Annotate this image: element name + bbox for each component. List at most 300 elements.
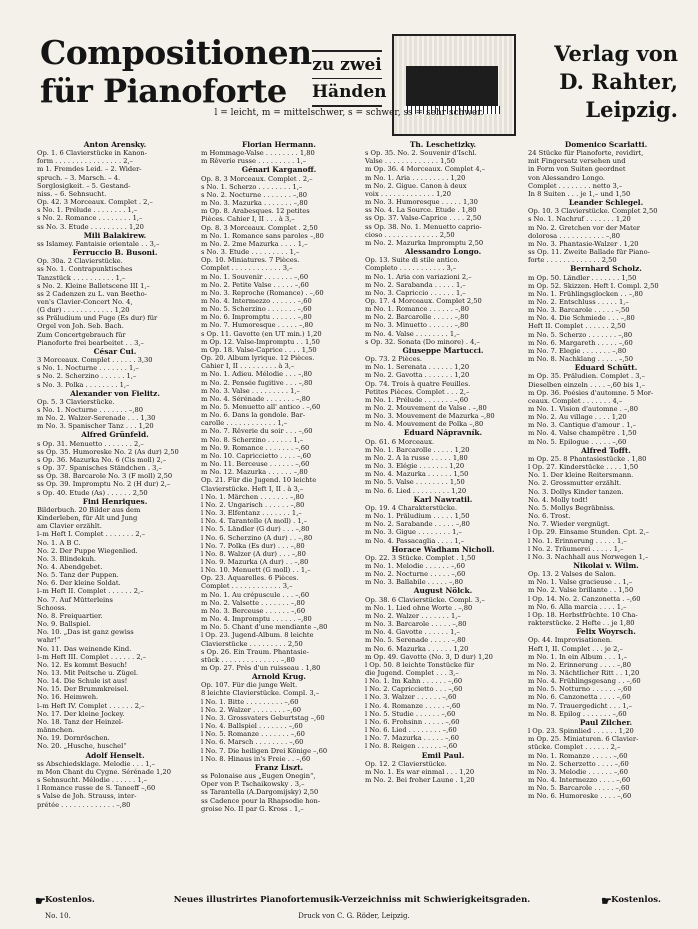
hands-line-1: zu zwei [312, 52, 382, 79]
composer-heading: Eduard Schütt. [574, 364, 638, 373]
catalog-entry: m No. 2. Barcarolle . . . . . –,80 [365, 313, 469, 322]
catalog-entry: l No. 8. Reigen . . . . . . –,60 [365, 742, 458, 751]
catalog-entry: m No. 1. Romance . . . . . . –,80 [365, 305, 469, 314]
hands-line-2: Händen [312, 82, 387, 102]
catalog-entry: l No. 6. Scherzino (A dur) . . –,80 [201, 533, 313, 542]
catalog-entry: No. 6. Der kleine Soldat. [37, 579, 121, 588]
catalog-entry: m No. 3. Barcarole . . . . . –,80 [365, 620, 467, 629]
catalog-entry: No. 5. Mollys Begräbniss. [528, 503, 616, 512]
catalog-entry: carolle . . . . . . . . . . . . 1,– [201, 419, 288, 428]
catalog-entry: 8 leichte Clavierstücke. Compl. 3,– [201, 689, 320, 698]
catalog-entry: m No. 4. Die Schmiede . . . –,80 [528, 314, 635, 323]
catalog-entry: m Op. 35. Präludien. Complet . 3,– [528, 372, 645, 381]
composer-heading: Arnold Krug. [252, 673, 306, 682]
catalog-entry: s Op. 35. No. 2. Souvenir d'Ischl. [365, 149, 477, 158]
printer-note: Druck von C. G. Röder, Leipzig. [298, 912, 410, 920]
catalog-entry: l Op. 23. Spinnlied . . . . . . 1,20 [528, 727, 634, 736]
catalog-entry: m Op. 25. 8 Phantasiestücke . 1,80 [528, 454, 647, 463]
catalog-entry: mit Fingersatz versehen und [528, 157, 626, 166]
catalog-entry: m No. 1. Es war einmal . . . 1,20 [365, 767, 475, 776]
catalog-entry: m No. 5. Notturno . . . . . . –,60 [528, 685, 632, 694]
composer-heading: Alessandro Longo. [404, 248, 482, 257]
catalog-entry: m No. 2. Pensée fugitive . . . –,80 [201, 378, 313, 387]
composer-heading: Giuseppe Martucci. [402, 346, 484, 355]
catalog-entry: ss Op. 38. Barcarole No. 3 (F moll) 2,50 [37, 472, 173, 481]
catalog-entry: m No. 1. Präludium . . . . . 1,50 [365, 512, 470, 521]
catalog-entry: m Op. 50. Ländler . . . . . . . 1,50 [528, 273, 637, 282]
catalog-entry: Op. 74. Trois à quatre Feuilles. [365, 379, 471, 388]
publisher-line-3: Leipzig. [585, 97, 678, 122]
catalog-entry: l No. 5. Studie . . . . . . –,60 [365, 709, 456, 718]
catalog-entry: m No. 2. Petite Valse . . . . . –,60 [201, 280, 309, 289]
catalog-entry: No. 4. Molly todt! [528, 495, 588, 504]
catalog-entry: Op. 44. Improvisationen. [528, 636, 613, 645]
catalog-entry: ss Op. 39. Impromptu No. 2 (H dur) 2,– [37, 480, 171, 489]
catalog-entry: No. 3. Blindekuh. [37, 554, 97, 563]
composer-heading: Adolf Henselt. [85, 751, 145, 760]
catalog-entry: m No. 2. Au village . . . . 1,20 [528, 413, 627, 422]
catalog-entry: m No. 8. Epilog . . . . . . . –,60 [528, 709, 627, 718]
header [40, 34, 680, 134]
catalog-entry: m No. 5. Serenade . . . . . –,80 [365, 636, 466, 645]
catalog-entry: m No. 3. Humoresque . . . . . 1,30 [365, 198, 478, 207]
catalog-entry: m No. 1. Aria . . . . . . . . . 1,20 [365, 173, 466, 182]
catalog-entry: s Op. 26. Ein Traum. Phantasie- [201, 647, 309, 656]
catalog-entry: m No. 1. Serenata . . . . . . 1,20 [365, 363, 470, 372]
catalog-entry: No. 2. Grossmutter erzählt. [528, 479, 622, 488]
catalog-entry: m Op. 25. Miniaturen. 6 Clavier- [528, 735, 639, 744]
catalog-entry: ceaux. Complet . . . . . . . 4,– [528, 396, 623, 405]
catalog-entry: prétée . . . . . . . . . . . . . –,80 [37, 800, 131, 809]
catalog-entry: Tanzstück . . . . . . . . . . 1,– [37, 273, 126, 282]
catalog-entry: m No. 1. Souvenir . . . . . . . –,60 [201, 272, 309, 281]
catalog-entry: No. 10. „Das ist ganz gewiss [37, 628, 134, 637]
catalog-entry: Zum Concertgebrauch für [37, 330, 126, 339]
catalog-entry: Op. 30a. 2 Clavierstücke. [37, 257, 123, 266]
catalog-entry: l No. 5. Romanze . . . . . . . –,60 [201, 730, 305, 739]
catalog-entry: Dieselben einzeln . . . . –,60 bis 1,– [528, 380, 645, 389]
catalog-entry: l No. 2. Walzer . . . . . . . . –,60 [201, 705, 301, 714]
catalog-entry: In 8 Suiten . . . je 1,– und 1,50 [528, 189, 631, 198]
catalog-entry: m 1. Fremdes Leid. – 2. Wider- [37, 165, 142, 174]
catalog-entry: m No. 2. Erinnerung . . . . –,80 [528, 660, 631, 669]
catalog-entry: m No. 6. Humoreske . . . . –,60 [528, 792, 632, 801]
catalog-entry: Op. 13. 2 Valses de Salon. [528, 570, 616, 579]
composer-heading: Alfred Tofft. [581, 446, 631, 455]
catalog-entry: ss Tarantella (A.Dargomijsky) 2,50 [201, 788, 319, 797]
catalog-entry: No. 6. Trost. [528, 512, 571, 521]
composer-heading: Alexander von Fielitz. [70, 389, 160, 398]
catalog-entry: l Op. 23. Jugend-Album. 8 leichte [201, 631, 314, 640]
catalog-entry: m No. 2. Sarabande . . . . . –,80 [365, 520, 470, 529]
catalog-entry: l No. 7. Die heiligen Drei Könige –,60 [201, 746, 328, 755]
composer-heading: Fini Henriques. [82, 497, 148, 506]
catalog-entry: l–m Heft IV. Complet . . . . . . 2,– [37, 701, 145, 710]
catalog-entry: m No. 3. Gigue . . . . . . . . 1,– [365, 528, 462, 537]
catalog-entry: m No. 1. In ein Album . . . 1,– [528, 652, 628, 661]
catalog-entry: s Op. 37. Spanisches Ständchen . 3,– [37, 464, 162, 473]
catalog-entry: ss Cadence pour la Rhapsodie hon- [201, 796, 321, 805]
catalog-entry: m No. 9. Romance . . . . . . . –,60 [201, 443, 310, 452]
catalog-entry: ss Polonaise aus „Eugen Onegin“, [201, 772, 316, 781]
catalog-entry: m No. 1. Au crépuscule . . . –,60 [201, 590, 310, 599]
catalog-entry: s No. 1. Nocturne . . . . . . . 1,– [37, 364, 139, 373]
catalog-entry: Op. 22. 3 Stücke. Complet . 1,50 [365, 553, 476, 562]
catalog-entry: groise No. II par G. Kross . 1,– [201, 804, 304, 813]
catalog-entry: No. 9. Ballspiel. [37, 620, 91, 629]
catalog-entry: s No. 1. Nocturne . . . . . . . –,80 [37, 406, 144, 414]
catalog-entry: m No. 11. Berceuse . . . . . . –,60 [201, 460, 310, 469]
catalog-entry: m No. 5. Barcarole . . . . . –,60 [528, 784, 630, 793]
catalog-entry: l No. 3. Nachhall aus Norwegen 1,– [528, 552, 649, 561]
catalog-entry: Complet . . . . . . . . . . . . 3,– [201, 264, 293, 273]
catalog-entry: Op. 73. 2 Pièces. [365, 355, 423, 364]
catalog-entry: m No. 1. Barcarolle . . . . . 1,20 [365, 445, 470, 454]
catalog-entry: l No. 1. Bitte . . . . . . . . . –,60 [201, 697, 299, 706]
catalog-entry: m No. 6. Impromptu . . . . . . –,80 [201, 313, 312, 322]
catalog-entry: m No. 3. Mazurka . . . . . . . –,80 [201, 199, 308, 208]
catalog-entry: m No. 1. Valse gracieuse . . 1,– [528, 578, 633, 587]
composer-heading: Domenico Scarlatti. [564, 141, 648, 149]
catalog-entry: m No. 2. 2me Mazurka . . . . 1,– [201, 239, 308, 248]
catalog-entry: m No. 6. Canzonetta . . . . –,60 [528, 693, 631, 702]
catalog-entry: m No. 4. Gavotte . . . . . . 1,– [365, 628, 460, 637]
footer-right-label: Kostenlos. [611, 895, 661, 905]
catalog-entry: s Op. 36. Mazurka No. 6 (Cis moll) 2,– [37, 455, 167, 464]
catalog-entry: s Op. 40. Etude (As) . . . . . . 2,50 [37, 488, 148, 497]
composer-heading: Leander Schlegel. [568, 199, 644, 208]
catalog-entry: m No. 1. Adieu. Mélodie . . . –,80 [201, 370, 312, 379]
composer-heading: Felix Woyrsch. [576, 628, 636, 637]
catalog-entry: ss Op. 11. Zweite Ballade für Piano- [528, 248, 650, 257]
catalog-entry: Op. 19. 4 Charakterstücke. [365, 503, 457, 512]
catalog-entry: Op. 12. 2 Clavierstücke. [365, 759, 447, 768]
catalog-entry: m No. 4. Sérénade . . . . . . . –,80 [201, 394, 311, 403]
catalog-entry: Pièces. Cahier I, II . . . à 3,– [201, 215, 295, 224]
composer-heading: Génari Karganoff. [241, 166, 317, 175]
catalog-entry: s No. 2. Scherzino . . . . . . 1,– [37, 372, 137, 381]
catalog-entry: Op. 107. Für die junge Welt. [201, 681, 298, 690]
catalog-entry: m No. 3. Nächtlicher Ritt . . 1,20 [528, 669, 640, 677]
catalog-entry: 24 Stücke für Pianoforte, revidirt, [528, 149, 644, 158]
footer-left-label: Kostenlos. [45, 895, 95, 905]
hands-label [312, 50, 387, 107]
catalog-entry: l No. 7. Mazurka . . . . . –,60 [365, 734, 460, 743]
catalog-entry: m No. 1. Lied ohne Worte . –,80 [365, 603, 473, 612]
catalog-entry: wahr!“ [37, 636, 61, 645]
catalog-entry: m No. 4. Valse . . . . . . . . 1,– [365, 329, 460, 338]
catalog-entry: m No. 4. Intermezzo . . . . –,60 [528, 776, 631, 785]
catalog-entry: No. 3. Dollys Kinder tanzen. [528, 487, 624, 496]
catalog-entry: rakterstücke. 2 Hefte . . je 1,80 [528, 619, 635, 628]
catalog-entry: m No. 3. Cantique d'amour . 1,– [528, 421, 636, 430]
catalog-entry: m No. 3. Barcarole . . . . . –,50 [528, 306, 630, 315]
catalog-entry: s No. 3. Polka . . . . . . . . 1,– [37, 380, 130, 389]
catalog-entry: m No. 6. Lied . . . . . . . . . 1,20 [365, 486, 467, 495]
catalog-entry: l No. 5. Ländler (G dur) . . . –,80 [201, 525, 310, 534]
catalog-entry: m No. 2. Walzer-Serenade . . . 1,30 [37, 414, 156, 423]
catalog-entry: s No. 1. Prélude . . . . . . . . 1,– [37, 206, 138, 215]
catalog-entry: Op. 23. Aquarelles. 6 Pièces. [201, 574, 299, 583]
catalog-entry: forte . . . . . . . . . . . . . 2,50 [528, 256, 617, 265]
catalog-entry: voix . . . . . . . . . . . . . 1,20 [365, 189, 452, 198]
catalog-entry: m No. 3. Mouvement de Mazurka –,80 [365, 412, 495, 421]
catalog-entry: Op. 8. 3 Morceaux. Complet . 2,50 [201, 223, 318, 232]
catalog-entry: von Alessandro Longo. [528, 173, 606, 182]
catalog-entry: l Op. 18. Herbstfrüchte. 10 Cha- [528, 610, 638, 619]
catalog-entry: m No. 2. A la russe . . . . . 1,80 [365, 453, 468, 462]
catalog-entry: No. 17. Der kleine Jockey. [37, 709, 125, 718]
catalog-entry: No. 11. Das weinende Kind. [37, 644, 132, 653]
catalog-entry: l No. 4. Tarantelle (A moll) . 1,– [201, 517, 308, 526]
catalog-entry: Op. 61. 6 Morceaux. [365, 437, 435, 446]
catalog-entry: dolorosa . . . . . . . . . . . –,80 [528, 231, 620, 240]
catalog-entry: l No. 1. Erinnerung . . . . . 1,– [528, 536, 627, 545]
catalog-entry: ss Op. 37. Valse-Caprice . . . . 2,50 [365, 214, 482, 223]
catalog-entry: s No. 1. Scherzo . . . . . . . . 1,– [201, 182, 303, 191]
catalog-entry: m No. 5. Valse . . . . . . . . 1,50 [365, 478, 465, 487]
catalog-entry: Complet . . . . . . . . netto 3,– [528, 181, 623, 190]
catalog-entry: l No. 6. Frohsinn . . . . . –,60 [365, 717, 460, 726]
catalog-entry: ss 2 Cadenzen zu L. van Beetho- [37, 289, 147, 298]
catalog-entry: No. 1. A B C. [37, 538, 81, 547]
catalog-entry: m No. 1. Frühlingsglocken . . –,80 [528, 289, 643, 298]
catalog-entry: l No. 1. Märchen . . . . . . . –,80 [201, 492, 304, 501]
catalog-entry: l No. 4. Ballspiel . . . . . . . –,60 [201, 722, 303, 731]
catalog-entry: m No. 3. Minuetto . . . . . . –,80 [365, 321, 469, 330]
catalog-entry: No. 2. Der Puppe Wiegenlied. [37, 546, 138, 555]
catalog-entry: s No. 3. Etude . . . . . . . . . 1,– [201, 248, 300, 257]
catalog-entry: Op. 20. Album lyrique. 12 Pièces. [201, 354, 315, 363]
catalog-entry: l Op. 29. Einsame Stunden. Cpt. 2,– [528, 528, 649, 537]
composer-heading: César Cui. [93, 347, 137, 356]
pointing-hand-icon: ☛ [601, 894, 612, 908]
composer-heading: Bernhard Scholz. [570, 265, 642, 274]
catalog-entry: Clavierstücke. Heft I, II . à 3,– [201, 484, 304, 493]
catalog-entry: l No. 3. Elfentanz . . . . . . . 1,– [201, 509, 302, 518]
catalog-entry: s No. 2. Romance . . . . . . . . 1,– [37, 214, 143, 223]
catalog-entry: m Op. 36. Poésies d'automne. 5 Mor- [528, 388, 654, 397]
catalog-entry: m No. 1. Vision d'automne . –,80 [528, 405, 638, 413]
catalog-entry: m No. 2. Sarabanda . . . . . 1,– [365, 280, 466, 289]
catalog-entry: No. 1. Der kleine Reitersmann. [528, 471, 634, 480]
catalog-entry: m Op. 52. Skizzen. Heft I. Compl. 2,50 [528, 281, 659, 290]
catalog-entry: m No. 2. Gavotta . . . . . . . 1,20 [365, 371, 470, 380]
catalog-entry: m No. 4. Intermezzo . . . . . . –,60 [201, 296, 312, 305]
publisher-line-2: D. Rahter, [559, 69, 678, 94]
catalog-entry: m No. 2. Entschluss . . . . . 1,– [528, 297, 629, 306]
catalog-entry: die Jugend. Complet . . . 3,– [365, 669, 459, 677]
catalog-entry: m No. 2. Scherzetto . . . . –,60 [528, 759, 629, 768]
composer-heading: August Nölck. [413, 587, 473, 596]
catalog-entry: Op. 10. 3 Clavierstücke. Complet 2,50 [528, 207, 658, 216]
catalog-entry: l Op. 50. 8 leichte Tonstücke für [365, 660, 475, 669]
catalog-entry: m Mon Chant du Cygne. Sérénade 1,20 [37, 767, 171, 776]
footer-right [601, 894, 661, 908]
catalog-entry: No. 8. Freiquartier. [37, 611, 103, 620]
catalog-entry: Sorglosigkeit. – 5. Gestand- [37, 181, 131, 190]
catalog-entry: m No. 2. Walzer . . . . . . . 1,– [365, 611, 461, 620]
catalog-entry: l No. 1. Im Kahn . . . . . . –,60 [365, 677, 463, 686]
composer-heading: Horace Wadham Nicholl. [391, 545, 495, 554]
catalog-entry: m No. 3. Melodie . . . . . . –,60 [528, 767, 628, 776]
catalog-entry: Kinderleben, für Alt und Jung [37, 514, 138, 523]
catalog-entry: s No. 1. Nachruf . . . . . . . 1,20 [528, 215, 631, 224]
composer-heading: Alfred Grünfeld. [81, 431, 149, 440]
catalog-entry: l Op. 14. No. 2. Canzonetta . –,60 [528, 594, 641, 603]
catalog-entry: l No. 4. Romanze . . . . . –,60 [365, 701, 461, 710]
catalog-entry: Op. 1. 6 Clavierstücke in Kanon- [37, 149, 147, 158]
catalog-entry: l No. 8. Hinaus in's Freie . . –,60 [201, 754, 311, 763]
catalog-entry: l–m Heft I. Complet . . . . . . . 2,– [37, 530, 146, 539]
catalog-entry: m Op. 18. Valse-Caprice . . . . 1,50 [201, 345, 317, 354]
catalog-entry: m No. 7. Trauergedicht . . . 1,– [528, 701, 633, 710]
catalog-entry: 3 Morceaux. Complet . . . . . . 3,30 [37, 356, 153, 365]
catalog-entry: ss Islamey. Fantaisie orientale . . 3,– [37, 239, 160, 248]
catalog-entry: m No. 2. Gigue. Canon à deux [365, 181, 467, 190]
catalog-entry: l Op. 27. Kinderstücke . . . . 1,50 [528, 463, 639, 472]
catalog-entry: m No. 7. Humoresque . . . . . –,80 [201, 321, 313, 330]
catalog-entry: m No. 5. Scherzino . . . . . . . –,60 [201, 305, 312, 314]
composer-heading: Th. Leschetizky. [409, 141, 477, 149]
catalog-entry: m No. 1. Prélude . . . . . . . –,60 [365, 395, 469, 404]
catalog-entry: cioso . . . . . . . . . . . . . 2,50 [365, 230, 455, 239]
composer-heading: Emil Paul. [421, 751, 465, 760]
catalog-entry: ss Op. 38. No. 1. Menuetto caprio- [365, 222, 482, 231]
catalog-entry: m No. 2. Mouvement de Valse . –,80 [365, 404, 487, 412]
catalog-entry: s Valse de Joh. Strauss, inter- [37, 792, 137, 801]
composer-heading: Mili Balakirew. [83, 231, 147, 240]
catalog-entry: m No. 2. Nocturne . . . . . –,60 [365, 570, 466, 579]
catalog-entry: s Op. 31. Menuetto . . . . . . . 2,– [37, 439, 144, 448]
catalog-entry: l No. 3. Walzer . . . . . . –,60 [365, 693, 457, 702]
catalog-entry: männchen. [37, 726, 75, 735]
catalog-entry: Op. 42. 3 Morceaux. Complet . 2,– [37, 198, 153, 207]
catalog-entry: Orgel von Joh. Seb. Bach. [37, 322, 124, 331]
catalog-entry: m Op. 12. Valse-Impromptu . . 1,50 [201, 337, 320, 346]
catalog-entry: No. 14. Die Schule ist aus! [37, 677, 128, 686]
catalog-entry: ss Abschiedsklage. Melodie . . . 1,– [37, 759, 156, 768]
catalog-entry: l–m Heft II. Complet . . . . . . 2,– [37, 587, 144, 596]
catalog-entry: No. 19. Dornröschen. [37, 734, 110, 743]
catalog-entry: Op. 17. 4 Morceaux. Complet 2,50 [365, 296, 482, 305]
page-number: No. 10. [45, 912, 71, 920]
footer-left [35, 894, 95, 908]
catalog-entry: No. 13. Mit Peitsche u. Zügel. [37, 669, 139, 677]
catalog-entry: Op. 38. 6 Clavierstücke. Compl. 3,– [365, 595, 485, 604]
column-2 [201, 140, 357, 813]
catalog-entry: m No. 4. Mazurka . . . . . . 1,50 [365, 470, 469, 479]
catalog-entry: Op. 5. 3 Clavierstücke. [37, 397, 115, 406]
catalog-entry: s Sehnsucht. Mélodie . . . . . . 1,– [37, 776, 148, 785]
catalog-entry: l No. 2. Träumerei . . . . . 1,– [528, 544, 624, 553]
catalog-entry: s No. 2. Kleine Balletscene III 1,– [37, 281, 150, 290]
catalog-entry: m No. 8. Scherzino . . . . . . 1,– [201, 435, 304, 444]
catalog-entry: m No. 6. Dans la gondole. Bar- [201, 411, 306, 420]
catalog-entry: No. 16. Heimweh. [37, 693, 99, 702]
catalog-entry: l Romance russe de S. Taneeff –,60 [37, 784, 156, 793]
catalog-entry: in Form von Suiten geordnet [528, 165, 626, 174]
catalog-entry: m No. 5. Epilogue . . . . . –,60 [528, 437, 627, 446]
catalog-entry: (G dur) . . . . . . . . . . . . 1,20 [37, 306, 130, 315]
composer-heading: Karl Nawratil. [413, 495, 473, 504]
catalog-entry: s Op. 11. Gavotte (en UT min.) 1,20 [201, 329, 322, 338]
difficulty-legend: l = leicht, m = mittelschwer, s = schwer, ss = sehr schwer. [214, 108, 484, 118]
catalog-entry: s No. 2. Nocturne . . . . . . . –,80 [201, 190, 308, 199]
catalog-entry: l No. 3. Grossvaters Geburtstag –,60 [201, 713, 325, 722]
catalog-entry: m Rêverie russe . . . . . . . . . 1,– [201, 157, 307, 166]
catalog-entry: Cahier I, II . . . . . . . . . à 3,– [201, 362, 295, 371]
catalog-entry: m No. 5. Menuetto all' antico . –,60 [201, 403, 321, 411]
composer-heading: Anton Arensky. [83, 141, 147, 149]
catalog-title [40, 34, 320, 110]
catalog-entry: No. 15. Der Brummkreisel. [37, 685, 129, 694]
catalog-entry: ss No. 1. Contrapunktisches [37, 265, 133, 274]
catalog-entry: m No. 10. Capriccietto . . . . –,60 [201, 451, 312, 460]
catalog-entry: m No. 3. Berceuse . . . . . . –,60 [201, 606, 306, 615]
catalog-entry: m Hommage-Valse . . . . . . . . 1,80 [201, 149, 315, 158]
catalog-entry: m Op. 27. Près d'un ruisseau . 1,80 [201, 664, 321, 672]
publisher-line-1: Verlag von [554, 41, 678, 66]
catalog-entry: No. 4. Abendgebet. [37, 562, 103, 571]
catalog-entry: Op. 21. Für die Jugend. 10 leichte [201, 476, 317, 485]
catalog-entry: No. 5. Tanz der Puppen. [37, 571, 119, 580]
catalog-entry: m Op. 8. Arabesques. 12 petites [201, 207, 310, 216]
catalog-entry: m No. 1. Melodie . . . . . . –,60 [365, 561, 465, 570]
composer-heading: Nikolai v. Wilm. [573, 561, 639, 570]
catalog-entry: No. 12. Es kommt Besuch! [37, 660, 128, 669]
catalog-entry: m No. 5. Scherzo . . . . . . . –,80 [528, 330, 633, 339]
catalog-entry: l No. 2. Ungarisch . . . . . . –,80 [201, 500, 305, 509]
column-3 [365, 140, 521, 784]
catalog-entry: ss Präludium und Fuge (Es dur) für [37, 314, 158, 323]
catalog-entry: stücke. Complet . . . . . . 2,– [528, 743, 621, 752]
catalog-entry: ss No. 4. La Source. Etude . 1,80 [365, 206, 477, 215]
catalog-entry: m No. 6. Alla marcia . . . . 1,– [528, 602, 627, 611]
catalog-entry: ss No. 3. Etude . . . . . . . . . 1,20 [37, 222, 144, 231]
footer-center: Neues illustrirtes Pianofortemusik-Verzeichniss mit Schwierigkeitsgraden. [173, 895, 531, 905]
catalog-entry: Bilderbuch. 20 Bilder aus dem [37, 505, 141, 514]
composer-heading: Franz Liszt. [254, 763, 304, 772]
catalog-entry: ss Op. 35. Humoreske No. 2 (As dur) 2,50 [37, 447, 179, 456]
catalog-entry: m No. 7. Rêverie du soir . . . –,60 [201, 427, 313, 436]
catalog-entry: l No. 6. Marsch . . . . . . . . –,60 [201, 738, 304, 747]
catalog-entry: Petites Pièces. Complet . . . 2,– [365, 387, 470, 396]
catalog-entry: l No. 2. Capriccietto . . . –,60 [365, 685, 463, 694]
catalog-entry: No. 7. Wieder vergnügt. [528, 520, 610, 529]
catalog-entry: m No. 3. Ballabile . . . . . –,80 [365, 578, 464, 587]
catalog-entry: m No. 2. Gretchen vor der Mater [528, 223, 640, 232]
catalog-entry: m No. 3. Reproche (Romance) . –,60 [201, 288, 324, 297]
title-line-2: für Pianoforte [40, 72, 287, 110]
catalog-entry: Pianoforte frei bearbeitet . . 3,– [37, 338, 144, 347]
catalog-entry: s Op. 32. Sonata (Do minore) . 4,– [365, 337, 480, 346]
catalog-entry: m No. 3. Phantasie-Walzer . 1,20 [528, 239, 639, 248]
composer-heading: Eduard Nápravník. [403, 429, 483, 438]
catalog-entry: No. 18. Tanz der Heinzel- [37, 717, 124, 726]
catalog-entry: m No. 3. Valse . . . . . . . . . 1,– [201, 386, 300, 395]
catalog-entry: m No. 4. Passacaglia . . . . 1,– [365, 536, 465, 545]
catalog-entry: m No. 3. Elégie . . . . . . . 1,20 [365, 462, 465, 471]
piano-illustration [392, 34, 516, 136]
catalog-entry: m No. 6. Mazurka . . . . . . 1,20 [365, 644, 469, 653]
composer-heading: Paul Zilcher. [579, 718, 633, 727]
catalog-entry: m No. 2. Valse brillante . . 1,50 [528, 586, 634, 595]
composer-heading: Ferruccio B. Busoni. [72, 249, 158, 258]
column-4 [528, 140, 684, 801]
catalog-entry: stück . . . . . . . . . . . . . . –,80 [201, 655, 295, 664]
catalog-entry: am Clavier erzählt. [37, 522, 102, 531]
